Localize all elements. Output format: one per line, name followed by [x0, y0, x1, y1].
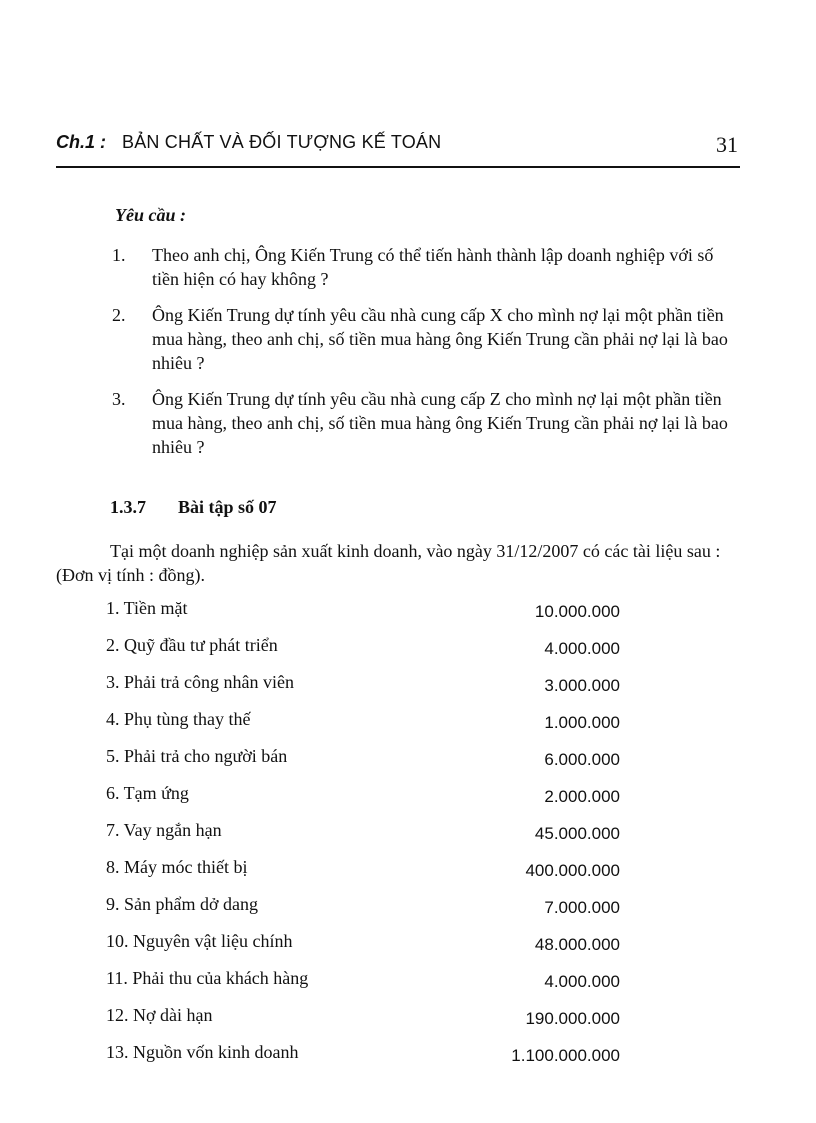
item-label: 3. Phải trả công nhân viên — [106, 672, 294, 692]
section-title: Bài tập số 07 — [178, 497, 277, 517]
account-items-list — [106, 596, 626, 1077]
item-label: 13. Nguồn vốn kinh doanh — [106, 1042, 299, 1062]
item-value: 7.000.000 — [544, 898, 620, 917]
item-value: 10.000.000 — [534, 602, 620, 621]
item-label: 4. Phụ tùng thay thế — [106, 709, 251, 729]
account-item — [106, 1003, 626, 1040]
requirements-list — [112, 243, 742, 471]
account-item — [106, 1040, 626, 1077]
account-item — [106, 781, 626, 818]
intro-paragraph: Tại một doanh nghiệp sản xuất kinh doanh, vào ngày 31/12/2007 có các tài liệu sau : (Đơn vị tính : đồng). — [56, 541, 721, 585]
account-item — [106, 929, 626, 966]
account-item — [106, 818, 626, 855]
item-value: 1.000.000 — [544, 713, 620, 732]
section-number: 1.3.7 — [110, 497, 146, 517]
item-value: 400.000.000 — [525, 861, 620, 880]
chapter-label: Ch.1 : — [56, 132, 107, 152]
item-label: 2. Quỹ đầu tư phát triển — [106, 635, 278, 655]
account-item — [106, 707, 626, 744]
item-label: 12. Nợ dài hạn — [106, 1005, 213, 1025]
account-item — [106, 633, 626, 670]
item-value: 4.000.000 — [544, 639, 620, 658]
account-item — [106, 855, 626, 892]
page-number: 31 — [716, 132, 738, 157]
item-value: 2.000.000 — [544, 787, 620, 806]
requirement-item — [112, 387, 742, 459]
page-header — [56, 130, 740, 168]
item-label: 7. Vay ngắn hạn — [106, 820, 222, 840]
account-item — [106, 744, 626, 781]
requirement-number: 1. — [112, 245, 126, 265]
account-item — [106, 892, 626, 929]
requirement-text: Ông Kiến Trung dự tính yêu cầu nhà cung cấp Z cho mình nợ lại một phần tiền mua hàng, theo anh chị, số tiền mua hàng ông Kiến Trung cần phải nợ lại là bao nhiêu ? — [152, 389, 728, 457]
item-label: 10. Nguyên vật liệu chính — [106, 931, 293, 951]
requirement-item — [112, 303, 742, 375]
item-value: 6.000.000 — [544, 750, 620, 769]
item-label: 6. Tạm ứng — [106, 783, 189, 803]
account-item — [106, 596, 626, 633]
requirements-heading: Yêu cầu : — [115, 205, 186, 225]
item-label: 5. Phải trả cho người bán — [106, 746, 288, 766]
section-heading — [110, 495, 277, 519]
requirement-item — [112, 243, 742, 291]
requirement-number: 3. — [112, 389, 126, 409]
account-item — [106, 670, 626, 707]
item-value: 190.000.000 — [525, 1009, 620, 1028]
item-value: 1.100.000.000 — [511, 1046, 620, 1065]
requirement-text: Ông Kiến Trung dự tính yêu cầu nhà cung cấp X cho mình nợ lại một phần tiền mua hàng, theo anh chị, số tiền mua hàng ông Kiến Trung cần phải nợ lại là bao nhiêu ? — [152, 305, 728, 373]
requirement-number: 2. — [112, 305, 126, 325]
item-value: 3.000.000 — [544, 676, 620, 695]
account-item — [106, 966, 626, 1003]
item-value: 4.000.000 — [544, 972, 620, 991]
item-value: 45.000.000 — [534, 824, 620, 843]
item-label: 11. Phải thu của khách hàng — [106, 968, 309, 988]
item-label: 8. Máy móc thiết bị — [106, 857, 248, 877]
chapter-title: BẢN CHẤT VÀ ĐỐI TƯỢNG KẾ TOÁN — [122, 132, 442, 152]
requirement-text: Theo anh chị, Ông Kiến Trung có thể tiến hành thành lập doanh nghiệp với số tiền hiện có hay không ? — [152, 245, 714, 289]
item-label: 9. Sản phẩm dở dang — [106, 894, 258, 914]
item-label: 1. Tiền mặt — [106, 598, 188, 618]
item-value: 48.000.000 — [534, 935, 620, 954]
